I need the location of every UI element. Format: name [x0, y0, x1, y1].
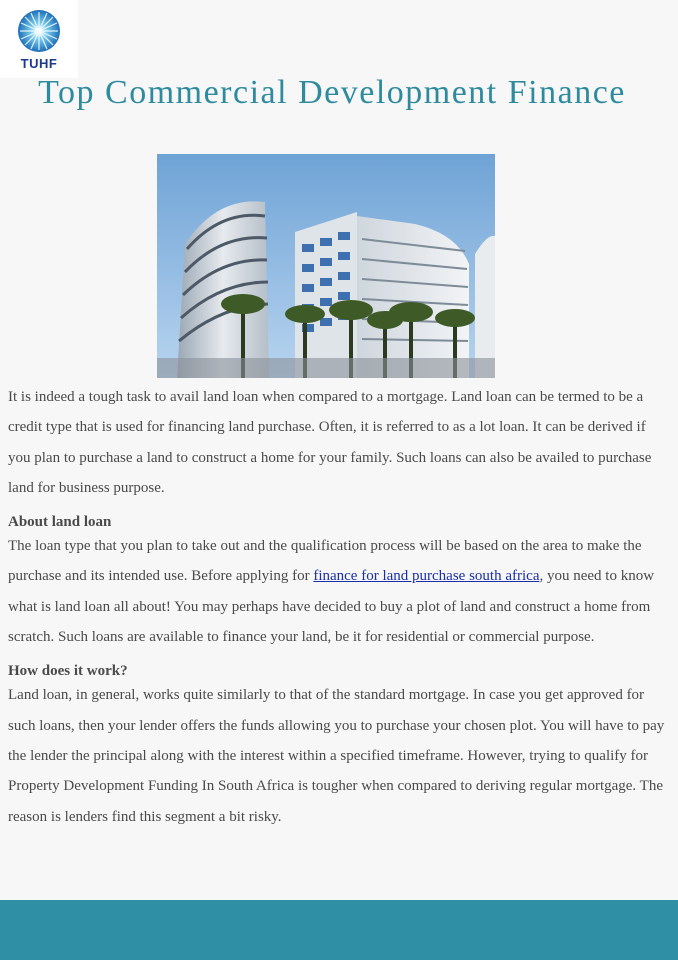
intro-paragraph: It is indeed a tough task to avail land loan when compared to a mortgage. Land loan can be termed to be a credit type that is used for financing land purchase. Often, it is referred to as a lot loan. It can be derived if you plan to purchase a land to construct a home for your family. Such loans can also be availed to purchase land for business purpose.	[8, 389, 652, 496]
about-text-after: , you need to know what is land loan all about! You may perhaps have decided to buy a plot of land and construct a home from scratch. Such loans are available to finance your land, be it for residential or commercial purpose.	[8, 568, 655, 646]
article-body	[8, 382, 670, 832]
how-paragraph: Land loan, in general, works quite similarly to that of the standard mortgage. In case you get approved for such loans, then your lender offers the funds allowing you to purchase your chosen plot. You will have to pay the lender the principal along with the interest within a specified timeframe. However, trying to qualify for Property Development Funding In South Africa is tougher when compared to deriving regular mortgage. The reason is lenders find this segment a bit risky.	[8, 687, 665, 825]
logo-text: TUHF	[20, 56, 58, 71]
about-text-before: The loan type that you plan to take out and the qualification process will be based on the area to make the purchase and its intended use. Before applying for	[8, 538, 642, 585]
about-heading: About land loan	[8, 514, 112, 531]
land-purchase-link[interactable]: finance for land purchase south africa	[313, 568, 540, 585]
footer-bar	[0, 900, 678, 960]
logo	[0, 0, 78, 78]
about-paragraph	[8, 531, 670, 652]
starburst-globe-icon	[16, 8, 62, 54]
office-building-photo	[157, 154, 495, 378]
how-heading: How does it work?	[8, 663, 128, 680]
page-title: Top Commercial Development Finance	[38, 74, 626, 111]
